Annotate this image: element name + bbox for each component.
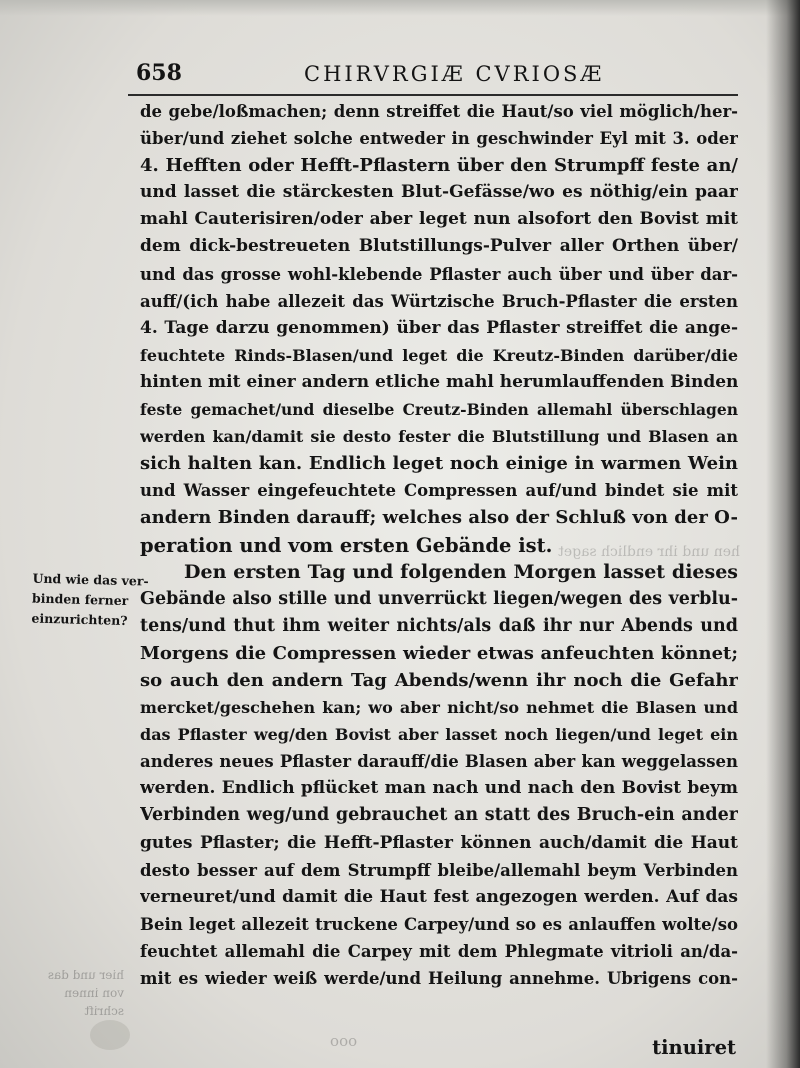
text-line: Verbinden weg/und gebrauchet an statt des Bruch-ein ander (140, 805, 738, 826)
margin-note-line: einzurichten? (31, 610, 128, 629)
text-line: sich halten kan. Endlich leget noch einige in warmen Wein (140, 453, 738, 475)
text-line: andern Binden darauff; welches also der Schluß von der O- (140, 507, 738, 529)
bleed-through-text: hen und ihr endlich saget (558, 544, 740, 560)
text-line: de gebe/loßmachen; denn streiffet die Haut/so viel möglich/her- (140, 102, 738, 121)
text-line: und Wasser eingefeuchtete Compressen auf/und bindet sie mit (140, 481, 738, 501)
body-text (140, 98, 738, 992)
text-line: dem dick-bestreueten Blutstillungs-Pulver aller Orthen über/ (140, 236, 738, 257)
text-line: 4. Tage darzu genommen) über das Pflaster streiffet die ange- (140, 317, 738, 338)
text-line: über/und ziehet solche entweder in geschwinder Eyl mit 3. oder (140, 129, 738, 149)
page-number: 658 (136, 60, 182, 86)
running-title: CHIRVRGIÆ CVRIOSÆ (304, 62, 605, 86)
page-gutter-shadow (766, 0, 800, 1068)
text-line: peration und vom ersten Gebände ist. (140, 533, 553, 557)
text-line: feuchtete Rinds-Blasen/und leget die Kreutz-Binden darüber/die (140, 345, 738, 365)
text-line: mahl Cauterisiren/oder aber leget nun alsofort den Bovist mit (140, 209, 738, 230)
text-line: Bein leget allezeit truckene Carpey/und so es anlauffen wolte/so (140, 914, 738, 934)
text-line: anderes neues Pflaster darauff/die Blasen aber kan weggelassen (140, 752, 738, 772)
text-line: feste gemachet/und dieselbe Creutz-Binden allemahl überschlagen (140, 400, 738, 420)
margin-note (31, 569, 149, 632)
text-line: desto besser auf dem Strumpff bleibe/allemahl beym Verbinden (140, 860, 738, 880)
text-line: Gebände also stille und unverrückt liegen/wegen des verblu- (140, 588, 738, 609)
bleed-line: von innen (64, 986, 124, 1000)
text-line: 4. Hefften oder Hefft-Pflastern über den Strumpff feste an/ (140, 155, 738, 177)
margin-note-line: binden ferner (31, 590, 129, 609)
text-line: tens/und thut ihm weiter nichts/als daß ihr nur Abends und (140, 615, 738, 636)
text-line: Morgens die Compressen wieder etwas anfeuchten könnet; (140, 642, 738, 664)
text-line: werden kan/damit sie desto fester die Blutstillung und Blasen an (140, 427, 738, 447)
paper-stain (90, 1020, 130, 1050)
bleed-line: hier und das (47, 968, 124, 982)
text-line: das Pflaster weg/den Bovist aber lasset noch liegen/und leget ein (140, 725, 738, 745)
text-line: mit es wieder weiß werde/und Heilung annehme. Ubrigens con- (140, 969, 738, 988)
text-line: und das grosse wohl-klebende Pflaster auch über und über dar- (140, 264, 738, 284)
bleed-line: schrift (84, 1004, 124, 1018)
text-line: so auch den andern Tag Abends/wenn ihr noch die Gefahr (140, 669, 738, 691)
page-header (136, 58, 738, 92)
bleed-through-margin (34, 966, 124, 1020)
page-top-shadow (0, 0, 800, 16)
text-line: werden. Endlich pflücket man nach und nach den Bovist beym (140, 778, 738, 799)
text-line: mercket/geschehen kan; wo aber nicht/so nehmet die Blasen und (140, 698, 738, 718)
text-line: Den ersten Tag und folgenden Morgen lasset dieses (184, 560, 738, 583)
margin-note-line: Und wie das ver- (32, 570, 149, 589)
header-rule (128, 94, 738, 96)
text-line: verneuret/und damit die Haut fest angezogen werden. Auf das (140, 886, 738, 907)
text-line: gutes Pflaster; die Hefft-Pflaster können auch/damit die Haut (140, 832, 738, 853)
text-line: feuchtet allemahl die Carpey mit dem Phlegmate vitrioli an/da- (140, 941, 738, 961)
text-line: hinten mit einer andern etliche mahl herumlauffenden Binden (140, 371, 738, 392)
text-line: und lasset die stärckesten Blut-Gefässe/wo es nöthig/ein paar (140, 182, 738, 203)
bleed-through-ornament: ooo (330, 1032, 358, 1050)
catchword: tinuiret (652, 1036, 736, 1059)
text-line: auff/(ich habe allezeit das Würtzische Bruch-Pflaster die ersten (140, 291, 738, 311)
